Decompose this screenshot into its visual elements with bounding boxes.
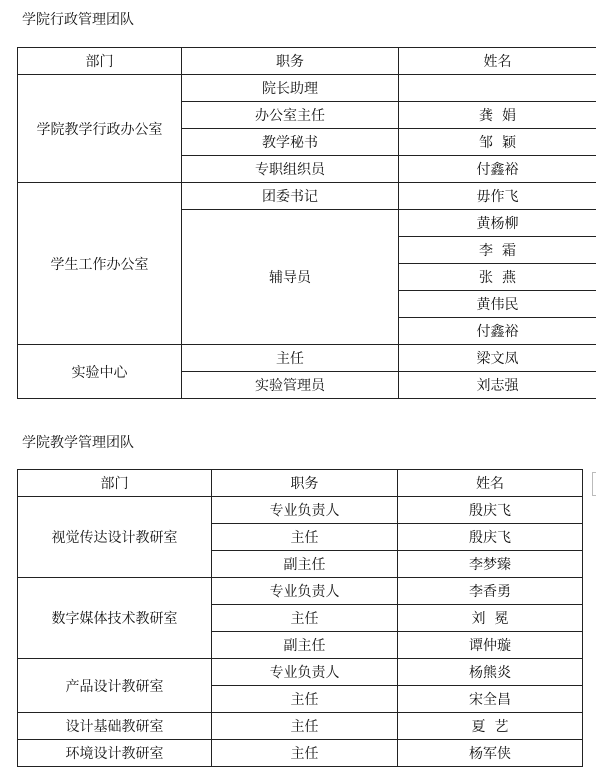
position-cell: 主任 — [212, 740, 398, 767]
name-cell: 黄伟民 — [399, 291, 596, 318]
position-cell: 专业负责人 — [212, 659, 398, 686]
dept-cell: 环境设计教研室 — [18, 740, 212, 767]
table-row — [18, 75, 596, 102]
name-cell: 夏 艺 — [398, 713, 583, 740]
header-dept: 部门 — [18, 470, 212, 497]
position-cell: 实验管理员 — [182, 372, 399, 399]
position-cell: 主任 — [212, 605, 398, 632]
teaching-team-table — [17, 469, 583, 767]
position-cell: 专业负责人 — [212, 578, 398, 605]
name-cell: 殷庆飞 — [398, 497, 583, 524]
dept-cell: 学生工作办公室 — [18, 183, 182, 345]
name-cell: 李梦臻 — [398, 551, 583, 578]
table-row — [18, 740, 583, 767]
header-position: 职务 — [212, 470, 398, 497]
name-cell: 刘 冕 — [398, 605, 583, 632]
position-cell: 办公室主任 — [182, 102, 399, 129]
position-cell: 教学秘书 — [182, 129, 399, 156]
scroll-edge-marker — [592, 472, 596, 496]
header-name: 姓名 — [398, 470, 583, 497]
name-cell: 付鑫裕 — [399, 156, 596, 183]
position-cell: 团委书记 — [182, 183, 399, 210]
name-cell: 杨熊炎 — [398, 659, 583, 686]
dept-cell: 学院教学行政办公室 — [18, 75, 182, 183]
header-dept: 部门 — [18, 48, 182, 75]
dept-cell: 实验中心 — [18, 345, 182, 399]
name-cell: 付鑫裕 — [399, 318, 596, 345]
table-row — [18, 659, 583, 686]
header-name: 姓名 — [399, 48, 596, 75]
name-cell: 谭仲璇 — [398, 632, 583, 659]
header-position: 职务 — [182, 48, 399, 75]
name-cell: 李香勇 — [398, 578, 583, 605]
position-cell: 副主任 — [212, 551, 398, 578]
position-cell: 辅导员 — [182, 210, 399, 345]
name-cell: 龚 娟 — [399, 102, 596, 129]
position-cell: 主任 — [212, 713, 398, 740]
table-row — [18, 578, 583, 605]
position-cell: 主任 — [212, 524, 398, 551]
dept-cell: 设计基础教研室 — [18, 713, 212, 740]
position-cell: 主任 — [212, 686, 398, 713]
name-cell — [399, 75, 596, 102]
admin-team-table — [17, 47, 596, 399]
teaching-team-title: 学院教学管理团队 — [22, 435, 134, 451]
position-cell: 院长助理 — [182, 75, 399, 102]
admin-team-title: 学院行政管理团队 — [22, 12, 134, 28]
table-row — [18, 345, 596, 372]
dept-cell: 数字媒体技术教研室 — [18, 578, 212, 659]
position-cell: 主任 — [182, 345, 399, 372]
table-header-row — [18, 470, 583, 497]
table-row — [18, 183, 596, 210]
name-cell: 邹 颖 — [399, 129, 596, 156]
name-cell: 毋作飞 — [399, 183, 596, 210]
name-cell: 刘志强 — [399, 372, 596, 399]
name-cell: 梁文凤 — [399, 345, 596, 372]
name-cell: 黄杨柳 — [399, 210, 596, 237]
position-cell: 专职组织员 — [182, 156, 399, 183]
name-cell: 殷庆飞 — [398, 524, 583, 551]
name-cell: 李 霜 — [399, 237, 596, 264]
table-row — [18, 497, 583, 524]
position-cell: 专业负责人 — [212, 497, 398, 524]
table-header-row — [18, 48, 596, 75]
table-row — [18, 713, 583, 740]
dept-cell: 产品设计教研室 — [18, 659, 212, 713]
dept-cell: 视觉传达设计教研室 — [18, 497, 212, 578]
position-cell: 副主任 — [212, 632, 398, 659]
name-cell: 张 燕 — [399, 264, 596, 291]
name-cell: 杨军侠 — [398, 740, 583, 767]
name-cell: 宋全昌 — [398, 686, 583, 713]
